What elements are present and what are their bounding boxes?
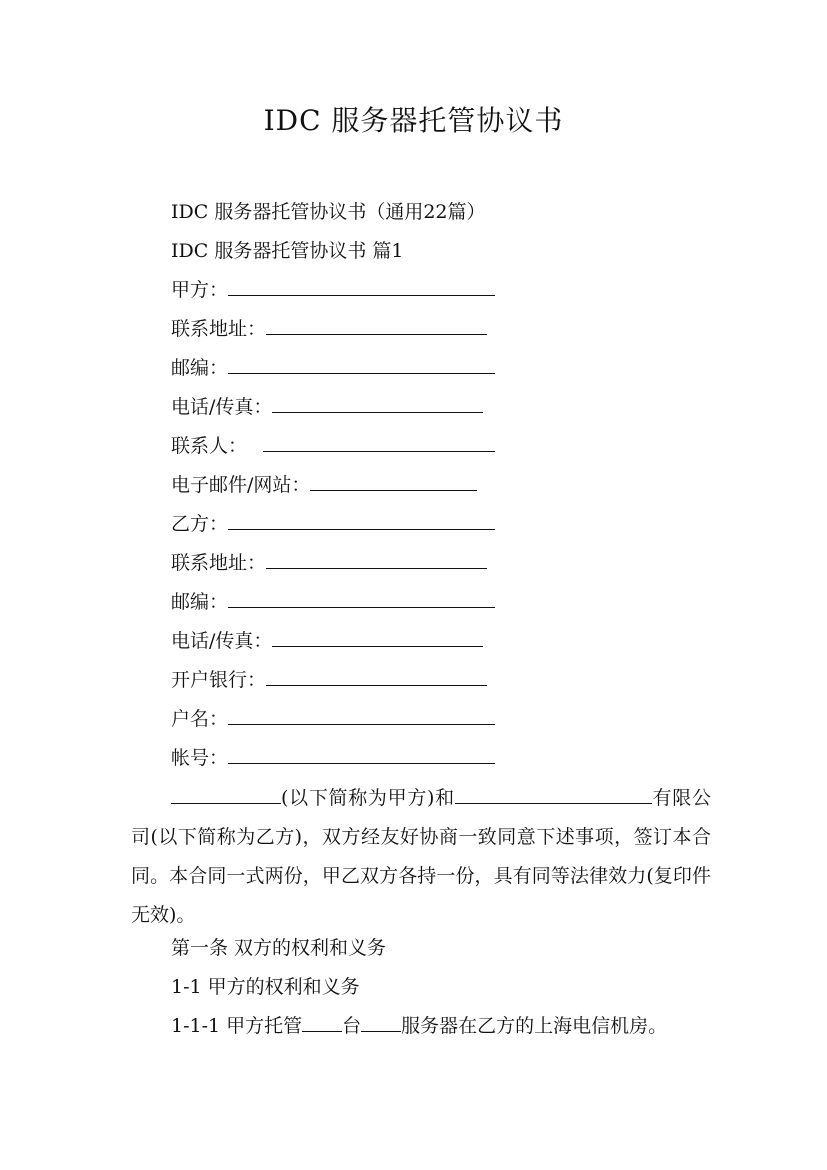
party-b-address-label: 联系地址：	[171, 552, 267, 574]
document-title: IDC 服务器托管协议书	[263, 104, 564, 137]
party-a-contact-blank	[263, 433, 495, 452]
party-b-address-row	[171, 550, 487, 576]
agreement-text-part2: 有限公司(以下简称为乙方)，双方经友好协商一致同意下述事项，签订本合同。本合同一式两份，甲乙双方各持一份，具有同等法律效力(复印件无效)。	[131, 787, 711, 926]
party-b-account-no-blank	[228, 745, 495, 764]
party-a-contact-row	[171, 433, 495, 459]
party-a-postcode-blank	[228, 355, 495, 374]
party-a-row	[171, 277, 495, 303]
party-a-address-blank	[266, 316, 487, 335]
party-b-postcode-label: 邮编：	[171, 591, 229, 613]
section-1-1-heading: 1-1 甲方的权利和义务	[171, 976, 360, 998]
party-a-contact-label: 联系人：	[171, 435, 248, 457]
party-a-address-label: 联系地址：	[171, 318, 267, 340]
intro-line-2: IDC 服务器托管协议书 篇1	[171, 240, 404, 262]
party-a-email-row	[171, 472, 477, 498]
party-b-label: 乙方：	[171, 513, 229, 535]
party-b-blank	[228, 511, 495, 530]
party-a-name-blank	[171, 785, 281, 804]
party-b-row	[171, 511, 495, 537]
party-a-label: 甲方：	[171, 279, 229, 301]
party-a-phone-label: 电话/传真：	[171, 396, 273, 418]
item-1-1-1-suffix: 服务器在乙方的上海电信机房。	[401, 1015, 668, 1037]
party-b-address-blank	[266, 550, 487, 569]
party-b-phone-label: 电话/传真：	[171, 630, 273, 652]
party-b-postcode-row	[171, 589, 495, 615]
party-a-email-label: 电子邮件/网站：	[171, 474, 311, 496]
party-a-postcode-label: 邮编：	[171, 357, 229, 379]
server-count-blank	[302, 1013, 342, 1032]
party-b-bank-label: 开户银行：	[171, 669, 267, 691]
party-a-address-row	[171, 316, 487, 342]
party-b-postcode-blank	[228, 589, 495, 608]
party-b-account-name-blank	[228, 706, 495, 725]
party-a-postcode-row	[171, 355, 495, 381]
party-b-phone-blank	[272, 628, 483, 647]
party-b-name-blank	[455, 785, 652, 804]
party-b-account-name-label: 户名：	[171, 708, 229, 730]
party-b-account-name-row	[171, 706, 495, 732]
agreement-text-part1: (以下简称为甲方)和	[281, 787, 455, 809]
item-1-1-1	[171, 1013, 667, 1039]
article-1-heading: 第一条 双方的权利和义务	[171, 937, 387, 959]
party-a-blank	[228, 277, 495, 296]
item-1-1-1-mid: 台	[342, 1015, 362, 1037]
party-b-account-no-row	[171, 745, 495, 771]
party-b-bank-row	[171, 667, 487, 693]
party-b-bank-blank	[266, 667, 487, 686]
party-a-phone-row	[171, 394, 483, 420]
party-a-phone-blank	[272, 394, 483, 413]
party-a-email-blank	[310, 472, 477, 491]
agreement-paragraph	[131, 779, 711, 935]
intro-line-1: IDC 服务器托管协议书（通用22篇）	[171, 201, 486, 223]
party-b-account-no-label: 帐号：	[171, 747, 229, 769]
item-1-1-1-prefix: 1-1-1 甲方托管	[171, 1015, 303, 1037]
server-type-blank	[361, 1013, 401, 1032]
party-b-phone-row	[171, 628, 483, 654]
